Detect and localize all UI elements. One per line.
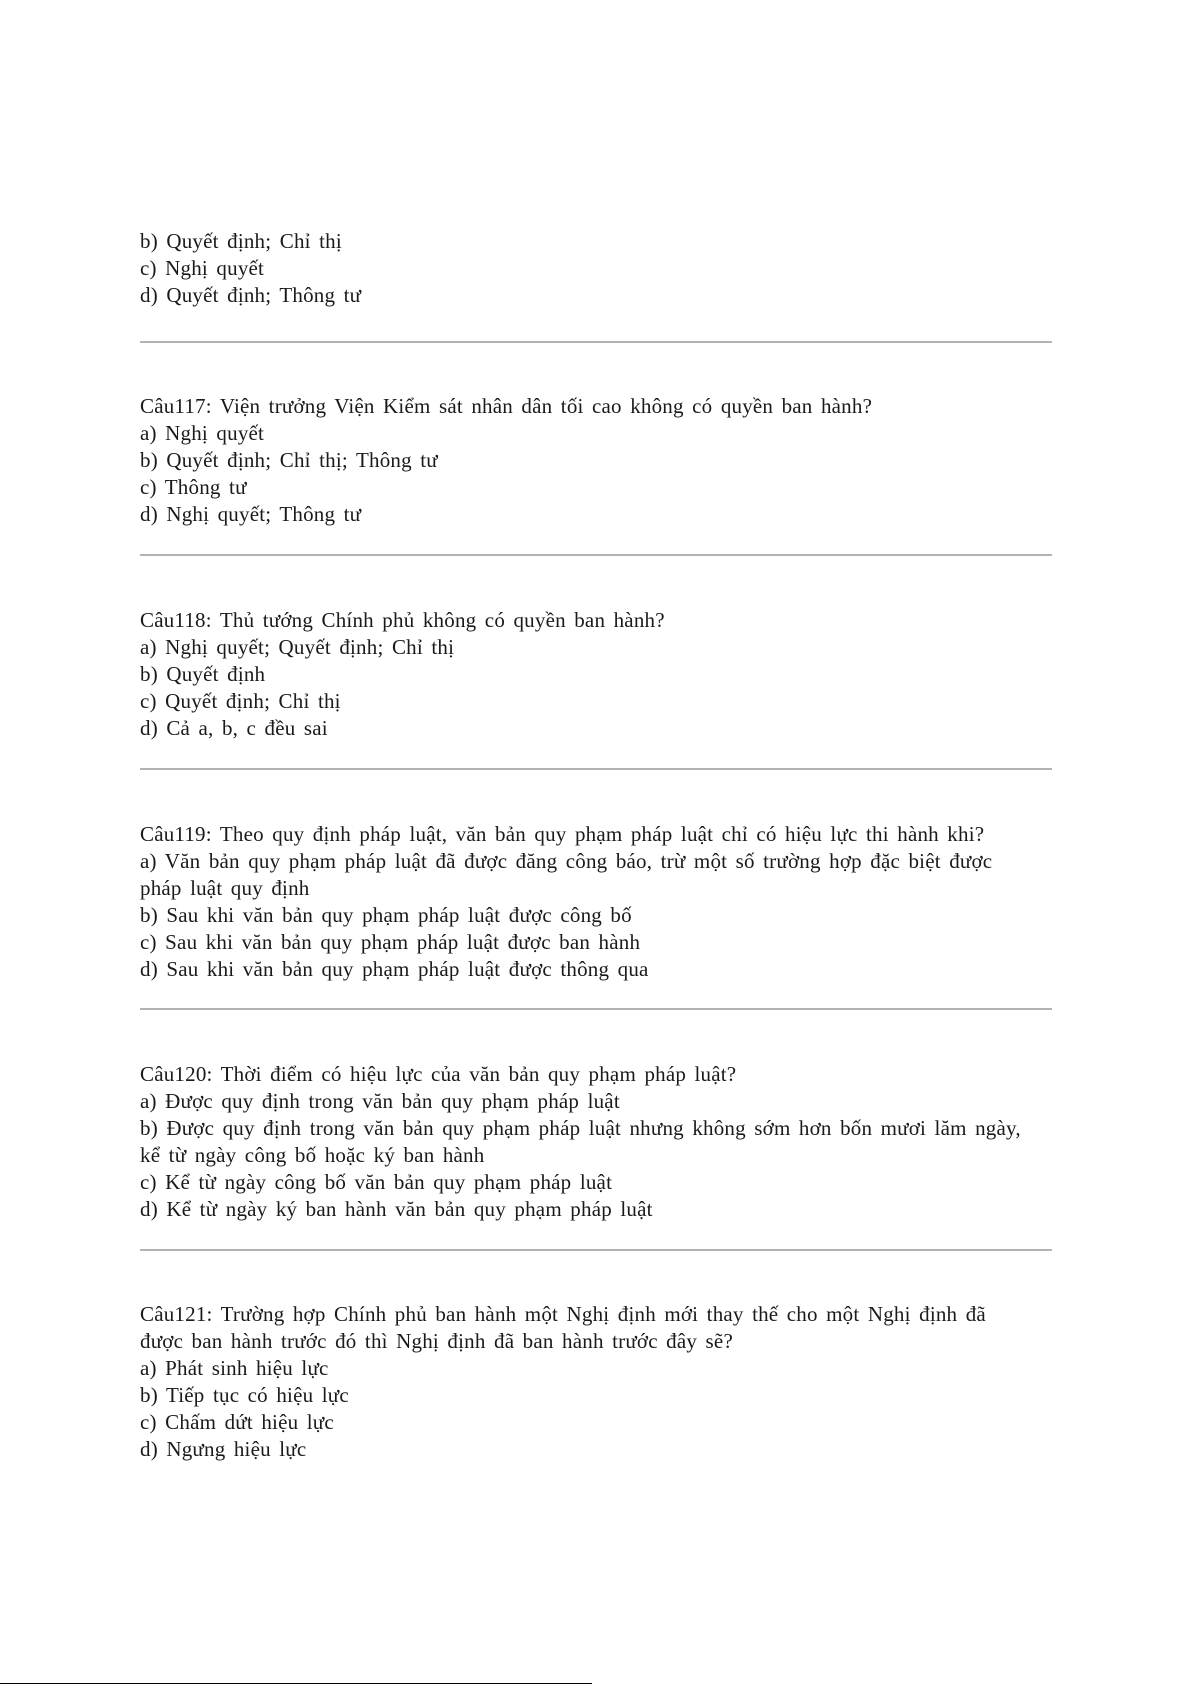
question-117: [140, 393, 1130, 528]
option-b: b) Quyết định; Chỉ thị: [140, 229, 342, 253]
option-d: d) Nghị quyết; Thông tư: [140, 502, 362, 526]
question-119: [140, 821, 1130, 983]
divider: [140, 768, 1052, 770]
question-121: [140, 1301, 1130, 1463]
question-text: Câu120: Thời điểm có hiệu lực của văn bản quy phạm pháp luật?: [140, 1062, 737, 1086]
partial-question-options: [140, 228, 1130, 309]
question-text-continued: được ban hành trước đó thì Nghị định đã ban hành trước đây sẽ?: [140, 1329, 733, 1353]
option-c: c) Chấm dứt hiệu lực: [140, 1410, 334, 1434]
divider: [140, 341, 1052, 343]
option-c: c) Thông tư: [140, 475, 247, 499]
question-text: Câu119: Theo quy định pháp luật, văn bản quy phạm pháp luật chỉ có hiệu lực thi hành khi?: [140, 822, 985, 846]
option-d: d) Cả a, b, c đều sai: [140, 716, 328, 740]
option-a: a) Nghị quyết: [140, 421, 265, 445]
question-text: Câu118: Thủ tướng Chính phủ không có quyền ban hành?: [140, 608, 665, 632]
divider: [140, 554, 1052, 556]
option-b-continued: kể từ ngày công bố hoặc ký ban hành: [140, 1143, 485, 1167]
option-b: b) Được quy định trong văn bản quy phạm pháp luật nhưng không sớm hơn bốn mươi lăm ngày,: [140, 1116, 1021, 1140]
option-a: a) Nghị quyết; Quyết định; Chỉ thị: [140, 635, 455, 659]
option-c: c) Sau khi văn bản quy phạm pháp luật được ban hành: [140, 930, 641, 954]
option-b: b) Quyết định: [140, 662, 266, 686]
footer-rule: [0, 1683, 592, 1684]
question-text: Câu117: Viện trưởng Viện Kiểm sát nhân dân tối cao không có quyền ban hành?: [140, 394, 873, 418]
question-120: [140, 1061, 1130, 1223]
option-a: a) Phát sinh hiệu lực: [140, 1356, 329, 1380]
option-c: c) Kể từ ngày công bố văn bản quy phạm pháp luật: [140, 1170, 613, 1194]
divider: [140, 1008, 1052, 1010]
question-118: [140, 607, 1130, 742]
divider: [140, 1249, 1052, 1251]
option-a: a) Văn bản quy phạm pháp luật đã được đăng công báo, trừ một số trường hợp đặc biệt được: [140, 849, 993, 873]
option-c: c) Quyết định; Chỉ thị: [140, 689, 341, 713]
option-d: d) Kể từ ngày ký ban hành văn bản quy phạm pháp luật: [140, 1197, 653, 1221]
option-b: b) Sau khi văn bản quy phạm pháp luật được công bố: [140, 903, 632, 927]
option-c: c) Nghị quyết: [140, 256, 265, 280]
option-b: b) Tiếp tục có hiệu lực: [140, 1383, 349, 1407]
option-a-continued: pháp luật quy định: [140, 876, 310, 900]
option-d: d) Sau khi văn bản quy phạm pháp luật được thông qua: [140, 957, 649, 981]
question-text: Câu121: Trường hợp Chính phủ ban hành một Nghị định mới thay thế cho một Nghị định đã: [140, 1302, 986, 1326]
option-d: d) Ngưng hiệu lực: [140, 1437, 307, 1461]
option-a: a) Được quy định trong văn bản quy phạm pháp luật: [140, 1089, 620, 1113]
option-d: d) Quyết định; Thông tư: [140, 283, 362, 307]
option-b: b) Quyết định; Chỉ thị; Thông tư: [140, 448, 438, 472]
